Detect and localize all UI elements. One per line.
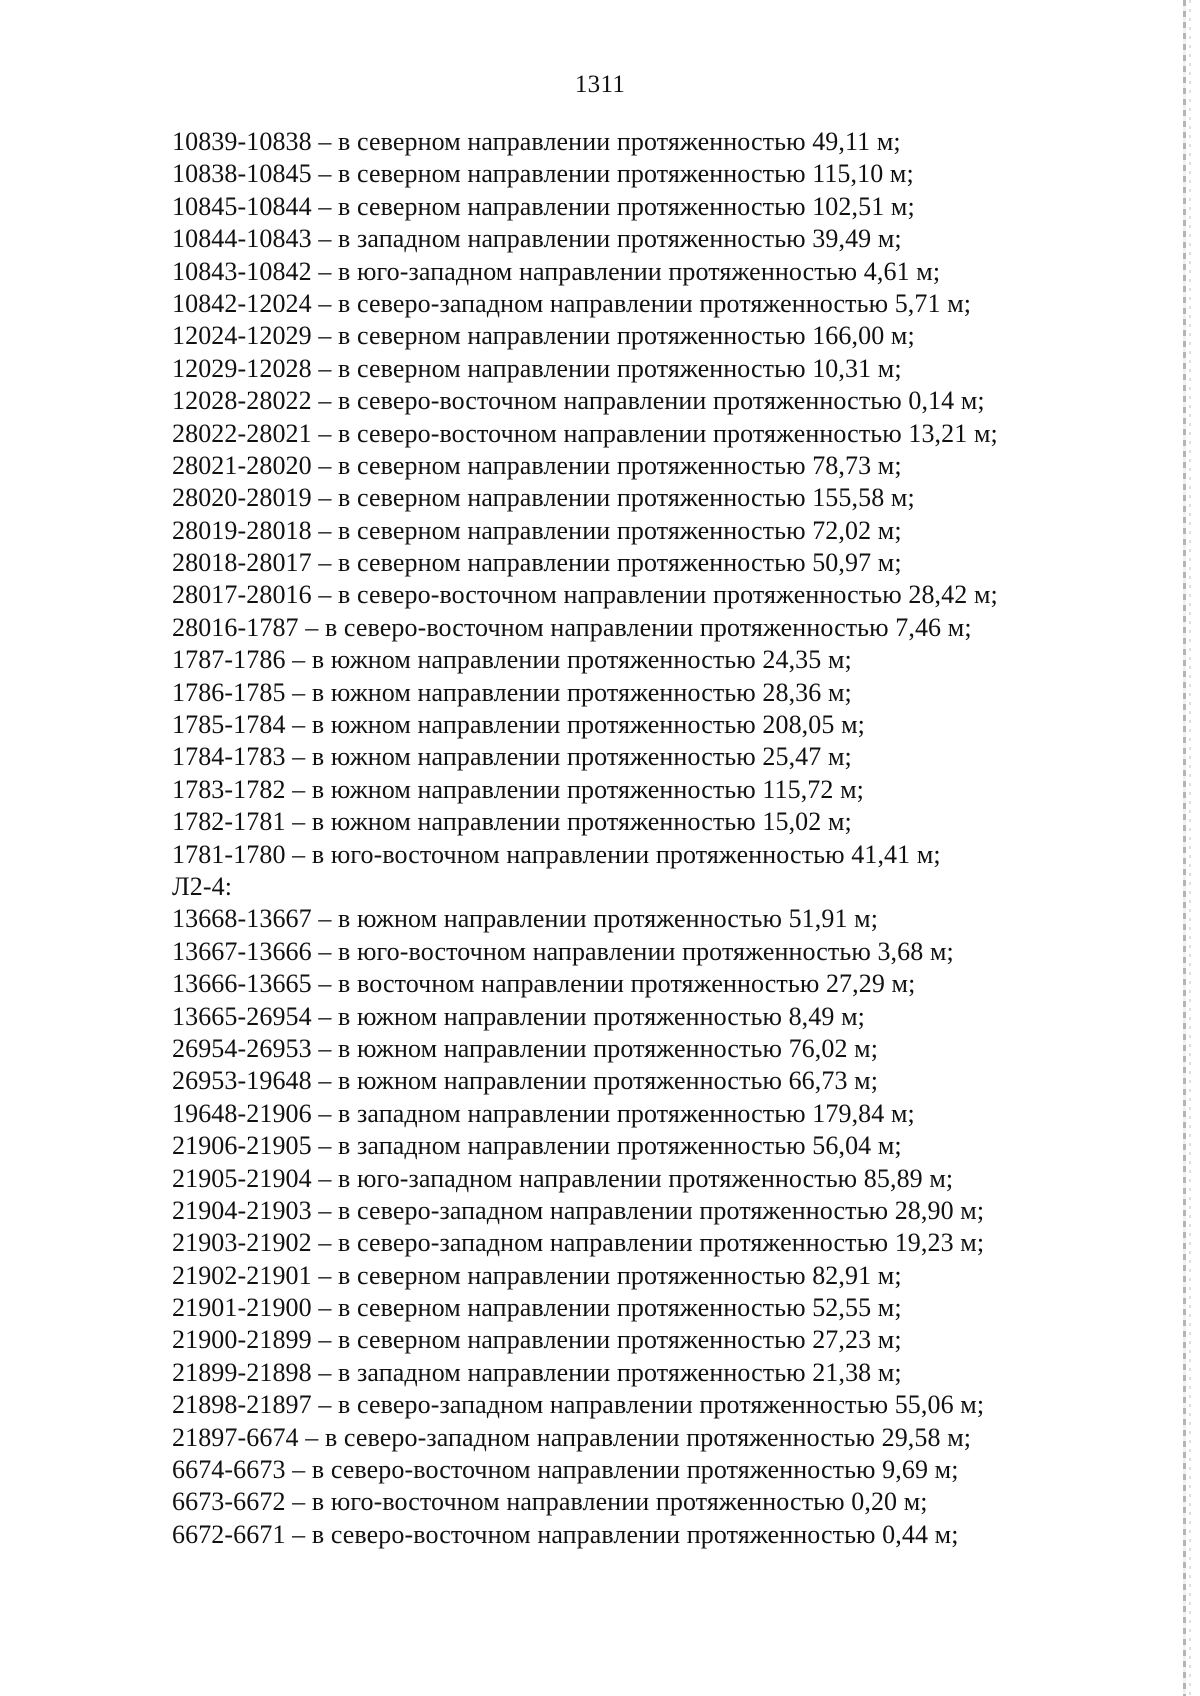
boundary-segment-line: 13666-13665 – в восточном направлении протяженностью 27,29 м; <box>172 969 916 999</box>
boundary-segment-line: 28018-28017 – в северном направлении протяженностью 50,97 м; <box>172 548 902 578</box>
boundary-segment-line: 1782-1781 – в южном направлении протяженностью 15,02 м; <box>172 807 852 837</box>
boundary-segment-line: 10844-10843 – в западном направлении протяженностью 39,49 м; <box>172 224 902 254</box>
boundary-segment-line: 21897-6674 – в северо-западном направлении протяженностью 29,58 м; <box>172 1422 972 1452</box>
boundary-segment-line: 13668-13667 – в южном направлении протяженностью 51,91 м; <box>172 904 879 934</box>
boundary-segment-line: 28020-28019 – в северном направлении протяженностью 155,58 м; <box>172 483 915 513</box>
boundary-segment-line: 28019-28018 – в северном направлении протяженностью 72,02 м; <box>172 515 902 545</box>
boundary-segment-line: 1787-1786 – в южном направлении протяженностью 24,35 м; <box>172 645 852 675</box>
boundary-segment-line: 21903-21902 – в северо-западном направлении протяженностью 19,23 м; <box>172 1228 985 1258</box>
boundary-segment-line: 10843-10842 – в юго-западном направлении протяженностью 4,61 м; <box>172 256 941 286</box>
boundary-segment-line: 1786-1785 – в южном направлении протяженностью 28,36 м; <box>172 677 852 707</box>
boundary-segment-line: 6673-6672 – в юго-восточном направлении протяженностью 0,20 м; <box>172 1487 928 1517</box>
boundary-segment-line: 21899-21898 – в западном направлении протяженностью 21,38 м; <box>172 1357 902 1387</box>
boundary-description-list <box>172 126 998 1551</box>
boundary-segment-line: 21905-21904 – в юго-западном направлении протяженностью 85,89 м; <box>172 1163 954 1193</box>
boundary-segment-line: 13665-26954 – в южном направлении протяженностью 8,49 м; <box>172 1001 865 1031</box>
boundary-segment-line: 6674-6673 – в северо-восточном направлении протяженностью 9,69 м; <box>172 1455 959 1485</box>
boundary-segment-line: 12029-12028 – в северном направлении протяженностью 10,31 м; <box>172 353 902 383</box>
boundary-segment-line: 21900-21899 – в северном направлении протяженностью 27,23 м; <box>172 1325 902 1355</box>
boundary-segment-line: 26953-19648 – в южном направлении протяженностью 66,73 м; <box>172 1066 879 1096</box>
boundary-segment-line: 1783-1782 – в южном направлении протяженностью 115,72 м; <box>172 774 864 804</box>
boundary-segment-line: 10838-10845 – в северном направлении протяженностью 115,10 м; <box>172 159 914 189</box>
boundary-segment-line: 19648-21906 – в западном направлении протяженностью 179,84 м; <box>172 1098 915 1128</box>
boundary-segment-line: 1784-1783 – в южном направлении протяженностью 25,47 м; <box>172 742 852 772</box>
boundary-segment-line: 6672-6671 – в северо-восточном направлении протяженностью 0,44 м; <box>172 1519 959 1549</box>
boundary-segment-line: 21901-21900 – в северном направлении протяженностью 52,55 м; <box>172 1293 902 1323</box>
boundary-segment-line: 10845-10844 – в северном направлении протяженностью 102,51 м; <box>172 191 915 221</box>
boundary-segment-line: 28017-28016 – в северо-восточном направлении протяженностью 28,42 м; <box>172 580 998 610</box>
boundary-segment-line: 28016-1787 – в северо-восточном направлении протяженностью 7,46 м; <box>172 612 972 642</box>
section-heading: Л2-4: <box>172 871 233 901</box>
boundary-segment-line: 12024-12029 – в северном направлении протяженностью 166,00 м; <box>172 321 915 351</box>
boundary-segment-line: 21898-21897 – в северо-западном направлении протяженностью 55,06 м; <box>172 1390 985 1420</box>
boundary-segment-line: 1785-1784 – в южном направлении протяженностью 208,05 м; <box>172 710 865 740</box>
boundary-segment-line: 12028-28022 – в северо-восточном направлении протяженностью 0,14 м; <box>172 386 985 416</box>
boundary-segment-line: 21902-21901 – в северном направлении протяженностью 82,91 м; <box>172 1260 902 1290</box>
boundary-segment-line: 26954-26953 – в южном направлении протяженностью 76,02 м; <box>172 1033 879 1063</box>
boundary-segment-line: 21904-21903 – в северо-западном направлении протяженностью 28,90 м; <box>172 1195 985 1225</box>
boundary-segment-line: 1781-1780 – в юго-восточном направлении протяженностью 41,41 м; <box>172 839 941 869</box>
boundary-segment-line: 10842-12024 – в северо-западном направлении протяженностью 5,71 м; <box>172 288 972 318</box>
scan-edge-artifact-secondary <box>1189 0 1191 1696</box>
boundary-segment-line: 10839-10838 – в северном направлении протяженностью 49,11 м; <box>172 127 901 156</box>
page-number: 1311 <box>574 71 626 98</box>
boundary-segment-line: 21906-21905 – в западном направлении протяженностью 56,04 м; <box>172 1131 902 1161</box>
boundary-segment-line: 13667-13666 – в юго-восточном направлении протяженностью 3,68 м; <box>172 936 954 966</box>
scan-edge-artifact <box>1183 0 1186 1696</box>
boundary-segment-line: 28022-28021 – в северо-восточном направлении протяженностью 13,21 м; <box>172 418 998 448</box>
boundary-segment-line: 28021-28020 – в северном направлении протяженностью 78,73 м; <box>172 450 902 480</box>
